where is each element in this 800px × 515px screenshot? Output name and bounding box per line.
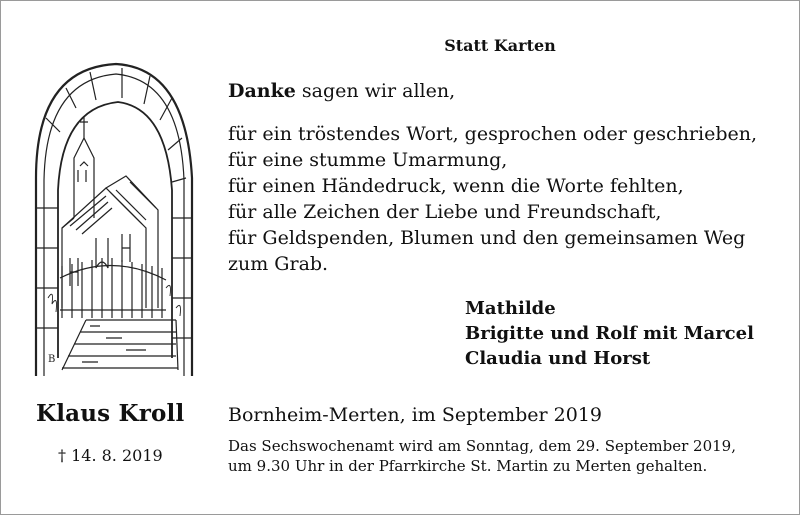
deceased-name: Klaus Kroll	[36, 400, 185, 427]
opening-line	[228, 78, 788, 104]
message-line: für ein tröstendes Wort, gesprochen oder geschrieben,	[228, 123, 758, 145]
notice-line: um 9.30 Uhr in der Pfarrkirche St. Martin zu Merten gehalten.	[228, 457, 708, 475]
death-date: † 14. 8. 2019	[58, 446, 163, 465]
message-line: zum Grab.	[228, 253, 329, 275]
signer: Claudia und Horst	[465, 348, 651, 369]
header-title: Statt Karten	[444, 36, 556, 55]
notice-line: Das Sechswochenamt wird am Sonntag, dem 29. September 2019,	[228, 437, 736, 455]
opening-rest: sagen wir allen,	[295, 80, 456, 102]
mass-notice	[228, 436, 788, 476]
message-line: für einen Händedruck, wenn die Worte fehlten,	[228, 175, 684, 197]
opening-bold: Danke	[228, 80, 296, 102]
signers-block	[465, 296, 754, 371]
place-date: Bornheim-Merten, im September 2019	[228, 404, 603, 426]
signer: Mathilde	[465, 298, 556, 319]
message-body	[228, 78, 788, 277]
signer: Brigitte und Rolf mit Marcel	[465, 323, 754, 344]
artist-signature: B	[48, 354, 56, 365]
message-line: für Geldspenden, Blumen und den gemeinsamen Weg	[228, 227, 746, 249]
message-line: für alle Zeichen der Liebe und Freundschaft,	[228, 201, 662, 223]
message-line: für eine stumme Umarmung,	[228, 149, 508, 171]
church-archway-drawing	[26, 58, 198, 378]
